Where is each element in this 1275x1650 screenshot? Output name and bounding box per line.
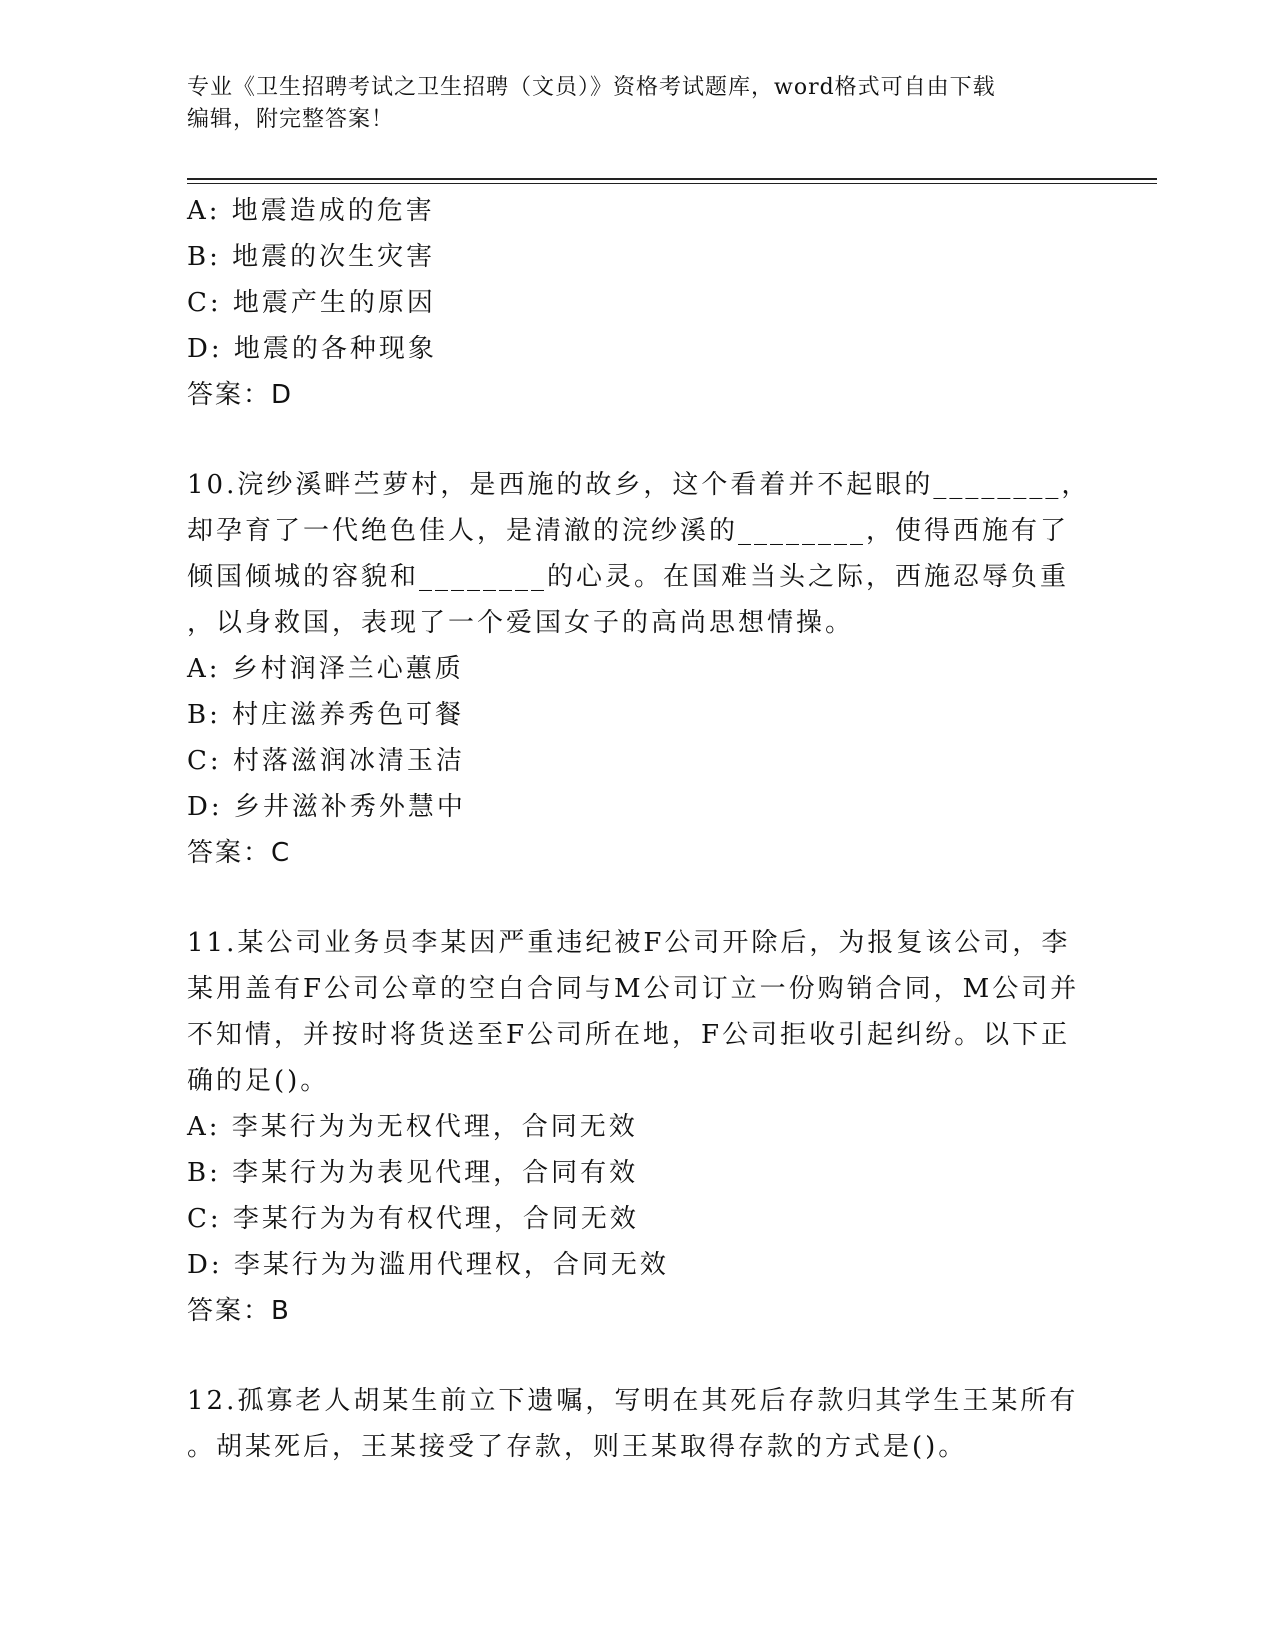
q12-stem-line-2: 。胡某死后，王某接受了存款，则王某取得存款的方式是()。 bbox=[187, 1432, 968, 1462]
q10-option-a: A: 乡村润泽兰心蕙质 bbox=[187, 654, 464, 684]
q11-stem-line-4: 确的足()。 bbox=[187, 1066, 330, 1096]
header-line-2: 编辑，附完整答案！ bbox=[187, 107, 395, 132]
q9-option-d: D: 地震的各种现象 bbox=[187, 334, 437, 364]
question-9-continued bbox=[187, 188, 1087, 418]
question-11 bbox=[187, 920, 1087, 1334]
q10-stem-line-3: 倾国倾城的容貌和________的心灵。在国难当头之际，西施忍辱负重 bbox=[187, 562, 1070, 592]
header-rule-thick bbox=[187, 178, 1157, 180]
q11-option-b: B: 李某行为为表见代理，合同有效 bbox=[187, 1158, 639, 1188]
header-line-1: 专业《卫生招聘考试之卫生招聘（文员）》资格考试题库，word格式可自由下载 bbox=[187, 75, 996, 100]
q9-option-a: A: 地震造成的危害 bbox=[187, 196, 435, 226]
q9-answer: 答案：D bbox=[187, 380, 294, 410]
q11-answer: 答案：B bbox=[187, 1296, 291, 1326]
question-10 bbox=[187, 462, 1091, 876]
q11-stem-line-3: 不知情，并按时将货送至F公司所在地，F公司拒收引起纠纷。以下正 bbox=[187, 1020, 1071, 1050]
q11-stem-line-1: 11.某公司业务员李某因严重违纪被F公司开除后，为报复该公司，李 bbox=[187, 928, 1071, 958]
q11-stem-line-2: 某用盖有F公司公章的空白合同与M公司订立一份购销合同，M公司并 bbox=[187, 974, 1080, 1004]
q9-option-b: B: 地震的次生灾害 bbox=[187, 242, 436, 272]
q11-option-d: D: 李某行为为滥用代理权，合同无效 bbox=[187, 1250, 669, 1280]
q10-option-d: D: 乡井滋补秀外慧中 bbox=[187, 792, 466, 822]
q12-stem-line-1: 12.孤寡老人胡某生前立下遗嘱，写明在其死后存款归其学生王某所有 bbox=[187, 1386, 1079, 1416]
question-12 bbox=[187, 1378, 1087, 1470]
question-content bbox=[187, 188, 1091, 1470]
header-rule-thin bbox=[187, 183, 1157, 184]
q11-option-c: C: 李某行为为有权代理，合同无效 bbox=[187, 1204, 639, 1234]
q10-stem-line-4: ，以身救国，表现了一个爱国女子的高尚思想情操。 bbox=[187, 608, 855, 638]
q9-option-c: C: 地震产生的原因 bbox=[187, 288, 436, 318]
document-header bbox=[187, 72, 1067, 136]
q10-answer: 答案：C bbox=[187, 838, 292, 868]
q10-option-c: C: 村落滋润冰清玉洁 bbox=[187, 746, 465, 776]
q11-option-a: A: 李某行为为无权代理，合同无效 bbox=[187, 1112, 638, 1142]
q10-stem-line-1: 10.浣纱溪畔苎萝村，是西施的故乡，这个看着并不起眼的________， bbox=[187, 470, 1091, 500]
q10-option-b: B: 村庄滋养秀色可餐 bbox=[187, 700, 465, 730]
q10-stem-line-2: 却孕育了一代绝色佳人，是清澈的浣纱溪的________，使得西施有了 bbox=[187, 516, 1070, 546]
